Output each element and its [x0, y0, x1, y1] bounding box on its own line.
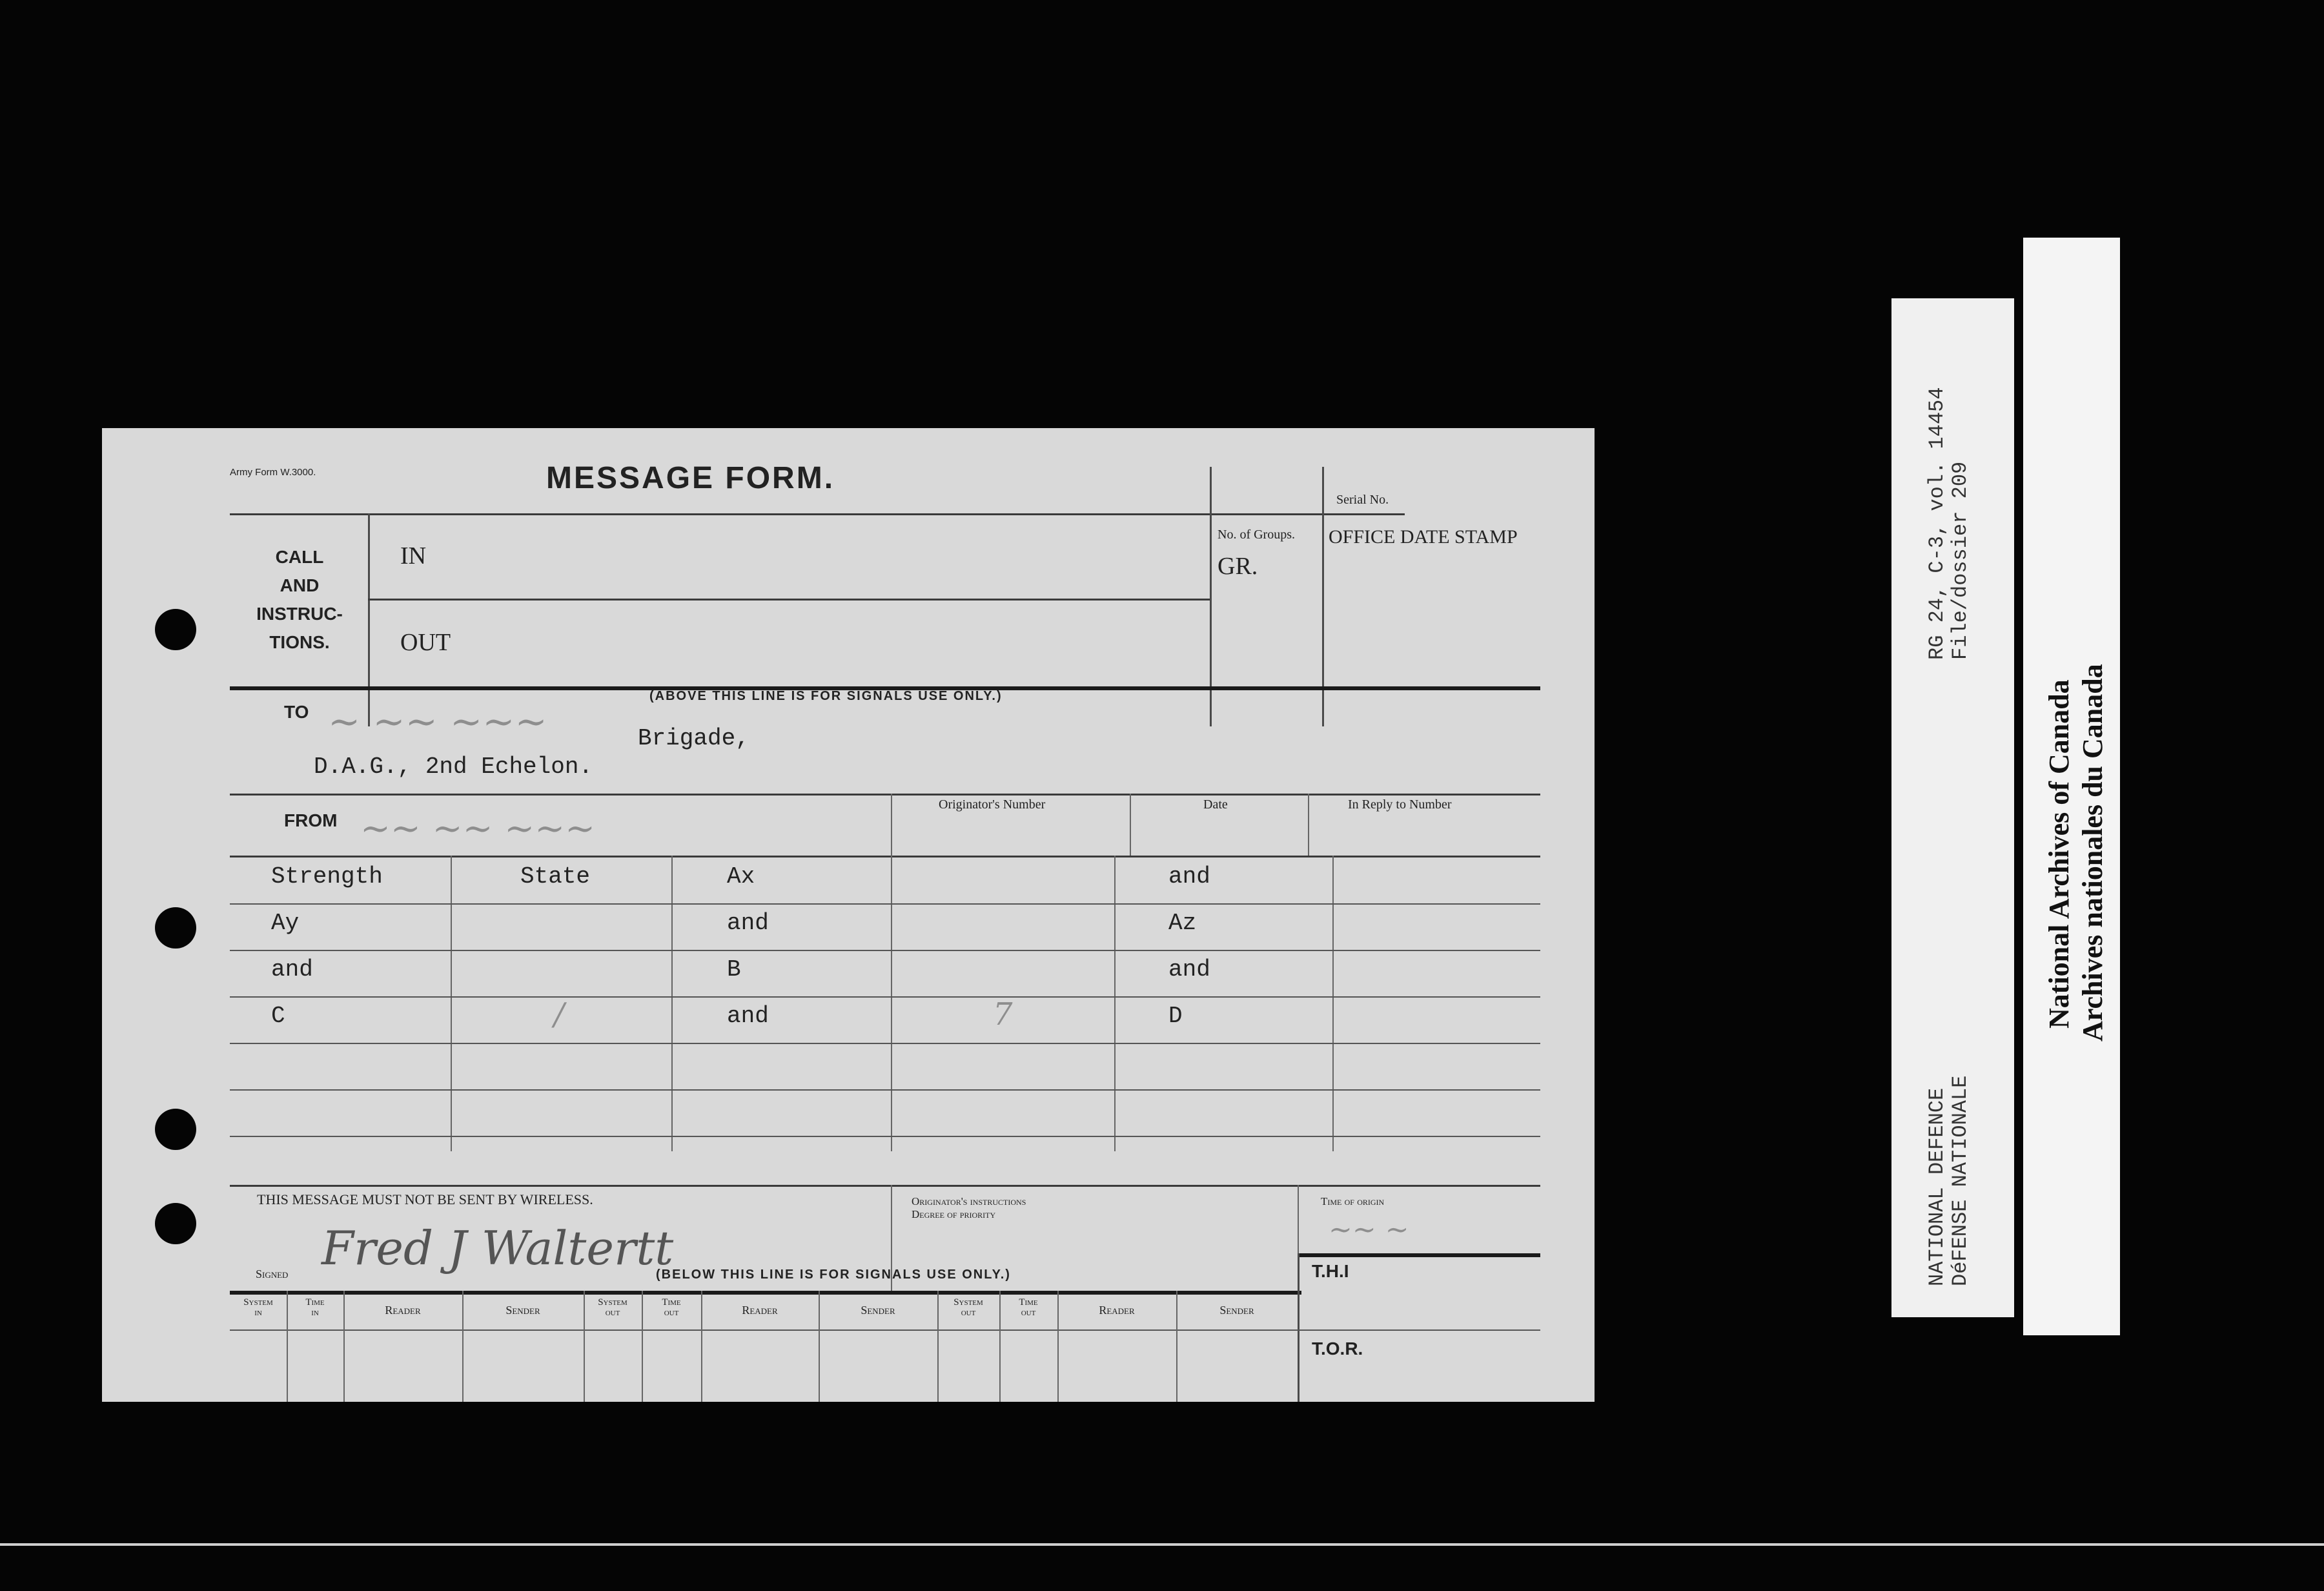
- rule: [230, 1043, 1540, 1044]
- column-header: Reader: [742, 1304, 778, 1317]
- handwriting: 7: [993, 996, 1013, 1032]
- column-header: Sender: [505, 1304, 540, 1317]
- archive-stamp-strip: [2023, 238, 2120, 1335]
- column-header: Reader: [385, 1304, 421, 1317]
- rule: [891, 856, 892, 1151]
- grid-cell: B: [727, 956, 741, 983]
- originators-number-label: Originator's Number: [939, 797, 1046, 812]
- rule: [230, 1185, 1540, 1187]
- column-header: Time out: [662, 1297, 681, 1318]
- rule: [230, 1136, 1540, 1137]
- archive-name-fr: Archives nationales du Canada: [2077, 664, 2108, 1042]
- gr-label: GR.: [1218, 553, 1258, 580]
- grid-cell: D: [1168, 1003, 1183, 1029]
- signature: Fred J Waltertt: [321, 1221, 674, 1275]
- grid-cell: State: [520, 863, 591, 890]
- rule: [230, 1329, 1298, 1331]
- to-line-2: D.A.G., 2nd Echelon.: [314, 754, 593, 780]
- archive-reference: RG 24, C-3, vol. 14454: [1925, 387, 1949, 660]
- column-header: Time in: [305, 1297, 325, 1318]
- column-header: Sender: [861, 1304, 895, 1317]
- grid-cell: and: [271, 956, 313, 983]
- thi-label: T.H.I: [1312, 1261, 1349, 1281]
- grid-cell: and: [1168, 956, 1210, 983]
- call-instructions-label: CALL AND INSTRUC- TIONS.: [256, 547, 343, 652]
- message-form-card: [102, 428, 1595, 1402]
- office-date-stamp-label: OFFICE DATE STAMP: [1329, 526, 1518, 548]
- handwriting: ~~ ~: [1329, 1213, 1409, 1246]
- punch-hole: [155, 1203, 196, 1244]
- signed-label: Signed: [256, 1268, 289, 1280]
- rule: [230, 794, 1540, 796]
- serial-no-label: Serial No.: [1336, 493, 1389, 507]
- handwriting: ~~ ~~ ~~~: [360, 808, 596, 850]
- column-header: System in: [243, 1297, 273, 1318]
- column-header: System out: [598, 1297, 627, 1318]
- rule: [1298, 1253, 1300, 1402]
- punch-hole: [155, 1109, 196, 1150]
- archive-name-en: National Archives of Canada: [2043, 679, 2075, 1029]
- signals-below-note: (BELOW THIS LINE IS FOR SIGNALS USE ONLY.): [656, 1268, 1011, 1282]
- punch-hole: [155, 907, 196, 949]
- rule: [368, 599, 1210, 600]
- grid-cell: and: [1168, 863, 1210, 890]
- in-label: IN: [400, 542, 427, 570]
- rule: [451, 856, 452, 1151]
- in-reply-label: In Reply to Number: [1348, 797, 1452, 812]
- rule: [891, 794, 892, 856]
- to-line-1: Brigade,: [638, 725, 749, 752]
- time-of-origin-label: Time of origin: [1321, 1195, 1385, 1207]
- column-header: System out: [953, 1297, 983, 1318]
- department-fr: DéFENSE NATIONALE: [1948, 1075, 1972, 1286]
- rule: [230, 1291, 1301, 1295]
- grid-cell: and: [727, 910, 769, 936]
- originators-instructions-label: Originator's instructions: [912, 1195, 1026, 1207]
- rule: [1114, 856, 1116, 1151]
- archive-file: File/dossier 209: [1948, 461, 1972, 660]
- groups-label: No. of Groups.: [1218, 528, 1295, 542]
- rule: [1308, 794, 1309, 856]
- rule: [1130, 794, 1131, 856]
- rule: [1332, 856, 1334, 1151]
- rule: [368, 513, 370, 726]
- grid-cell: Ay: [271, 910, 300, 936]
- column-header: Time out: [1019, 1297, 1038, 1318]
- rule: [230, 903, 1540, 905]
- column-header: Sender: [1219, 1304, 1254, 1317]
- to-label: TO: [284, 702, 309, 722]
- rule: [230, 513, 1405, 515]
- rule: [230, 856, 1540, 857]
- column-header: Reader: [1099, 1304, 1135, 1317]
- rule: [230, 950, 1540, 951]
- grid-cell: Ax: [727, 863, 755, 890]
- grid-cell: Strength: [271, 863, 383, 890]
- grid-cell: and: [727, 1003, 769, 1029]
- rule: [1298, 1329, 1540, 1331]
- punch-hole: [155, 609, 196, 650]
- army-form-number: Army Form W.3000.: [230, 467, 316, 478]
- out-label: OUT: [400, 629, 451, 656]
- wireless-note: THIS MESSAGE MUST NOT BE SENT BY WIRELESS.: [257, 1191, 593, 1207]
- grid-cell: Az: [1168, 910, 1197, 936]
- tor-label: T.O.R.: [1312, 1339, 1363, 1359]
- rule: [671, 856, 673, 1151]
- bottom-rule: [0, 1543, 2324, 1546]
- archive-reference-strip: [1891, 298, 2014, 1317]
- from-label: FROM: [284, 810, 338, 830]
- grid-cell: C: [271, 1003, 285, 1029]
- rule: [1298, 1253, 1540, 1257]
- handwriting: /: [554, 996, 565, 1032]
- handwriting: ~ ~~ ~~~: [328, 699, 547, 744]
- date-label: Date: [1203, 797, 1228, 812]
- department-en: NATIONAL DEFENCE: [1925, 1087, 1949, 1286]
- rule: [230, 1089, 1540, 1091]
- form-title: MESSAGE FORM.: [546, 461, 835, 495]
- signals-above-note: (ABOVE THIS LINE IS FOR SIGNALS USE ONLY.): [649, 689, 1003, 703]
- degree-of-priority-label: Degree of priority: [912, 1208, 996, 1220]
- rule: [230, 996, 1540, 998]
